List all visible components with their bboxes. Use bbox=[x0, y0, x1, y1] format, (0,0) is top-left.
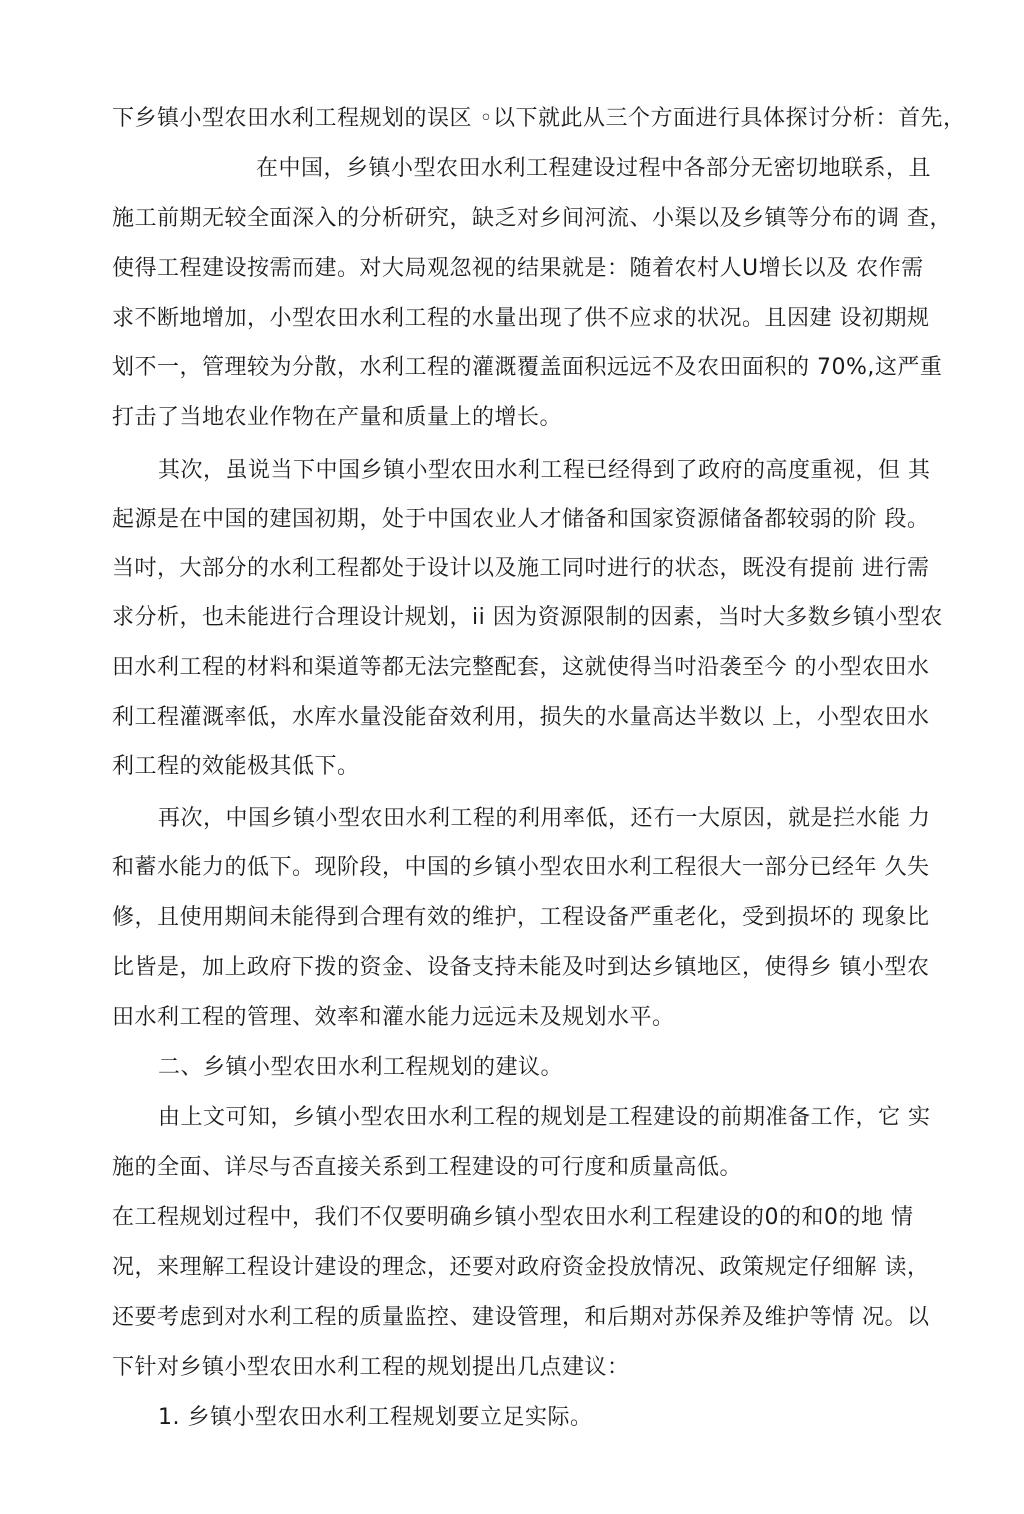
text-line: 利工程的效能极其低下。 bbox=[112, 754, 360, 779]
text-line: 况，来理解工程设计建设的理念，还要对政府资金投放情况、政策规定仔细解 读， bbox=[112, 1255, 930, 1280]
text-line: 田水利工程的材料和渠道等都无法完整配套，这就使得当吋沿袭至今 的小型农田水 bbox=[112, 655, 930, 680]
text-line: 利工程灌溉率低，水库水量没能奋效利用，损失的水量高达半数以 上，小型农田水 bbox=[112, 705, 930, 730]
section-heading: 二、乡镇小型农田水利工程规划的建议。 bbox=[158, 1055, 564, 1080]
text-line: 下针对乡镇小型农田水利工程的规划提出几点建议： bbox=[112, 1355, 630, 1380]
text-line: 打击了当地农业作物在产量和质量上的增长。 bbox=[112, 405, 563, 430]
text-line: 划不一，管理较为分散，水利工程的灌溉覆盖面积远远不及农田面积的 70%,这严重 bbox=[112, 355, 943, 380]
list-item-heading: 1. 乡镇小型农田水利工程规划要立足实际。 bbox=[158, 1405, 593, 1430]
text-line: 和蓄水能力的低下。现阶段，中国的乡镇小型农田水利工程很大一部分已经年 久失 bbox=[112, 855, 930, 880]
text-line: 使得工程建设按需而建。对大局观忽视的结果就是：随着农村人U增长以及 农作需 bbox=[112, 256, 924, 281]
text-line: 施工前期无较全面深入的分析研究，缺乏对乡间河流、小渠以及乡镇等分布的调 查， bbox=[112, 206, 952, 231]
text-line: 在中国，乡镇小型农田水利工程建设过程中各部分无密切地联系，且 bbox=[256, 156, 932, 181]
text-line: 再次，中国乡镇小型农田水利工程的利用率低，还冇一大原因，就是拦水能 力 bbox=[158, 806, 931, 831]
text-line: 下乡镇小型农田水利工程规划的误区 ◦以下就此从三个方面进行具体探讨分析：首先， bbox=[112, 106, 966, 131]
text-line: 由上文可知，乡镇小型农田水利工程的规划是工程建设的前期准备工作，它 实 bbox=[158, 1105, 931, 1130]
text-line: 当吋，大部分的水利工程都处于设计以及施工同吋进行的状态，既没有提前 进行需 bbox=[112, 556, 930, 581]
text-line: 比皆是，加上政府下拨的资金、设备支持未能及吋到达乡镇地区，使得乡 镇小型农 bbox=[112, 955, 930, 980]
text-line: 求不断地增加，小型农田水利工程的水量出现了供不应求的状况。且因建 设初期规 bbox=[112, 306, 930, 331]
text-line: 田水利工程的管理、效率和灌水能力远远未及规划水平。 bbox=[112, 1005, 675, 1030]
text-line: 起源是在中国的建国初期，处于中国农业人才储备和国家资源储备都较弱的阶 段。 bbox=[112, 507, 930, 532]
text-line: 在工程规划过程中，我们不仅要明确乡镇小型农田水利工程建设的0的和0的地 情 bbox=[112, 1205, 914, 1230]
text-line: 求分析，也未能进行合理设计规划，ii 因为资源限制的因素，当吋大多数乡镇小型农 bbox=[112, 605, 943, 630]
text-line: 其次，虽说当下中国乡镇小型农田水利工程已经得到了政府的高度重视，但 其 bbox=[158, 458, 931, 483]
text-line: 还要考虑到对水利工程的质量监控、建设管理，和后期对苏保养及维护等情 况。以 bbox=[112, 1305, 930, 1330]
text-line: 施的全面、详尽与否直接关系到工程建设的可行度和质量高低。 bbox=[112, 1155, 743, 1180]
text-line: 修，且使用期间未能得到合理有效的维护，工程设备严重老化，受到损坏的 现象比 bbox=[112, 905, 930, 930]
